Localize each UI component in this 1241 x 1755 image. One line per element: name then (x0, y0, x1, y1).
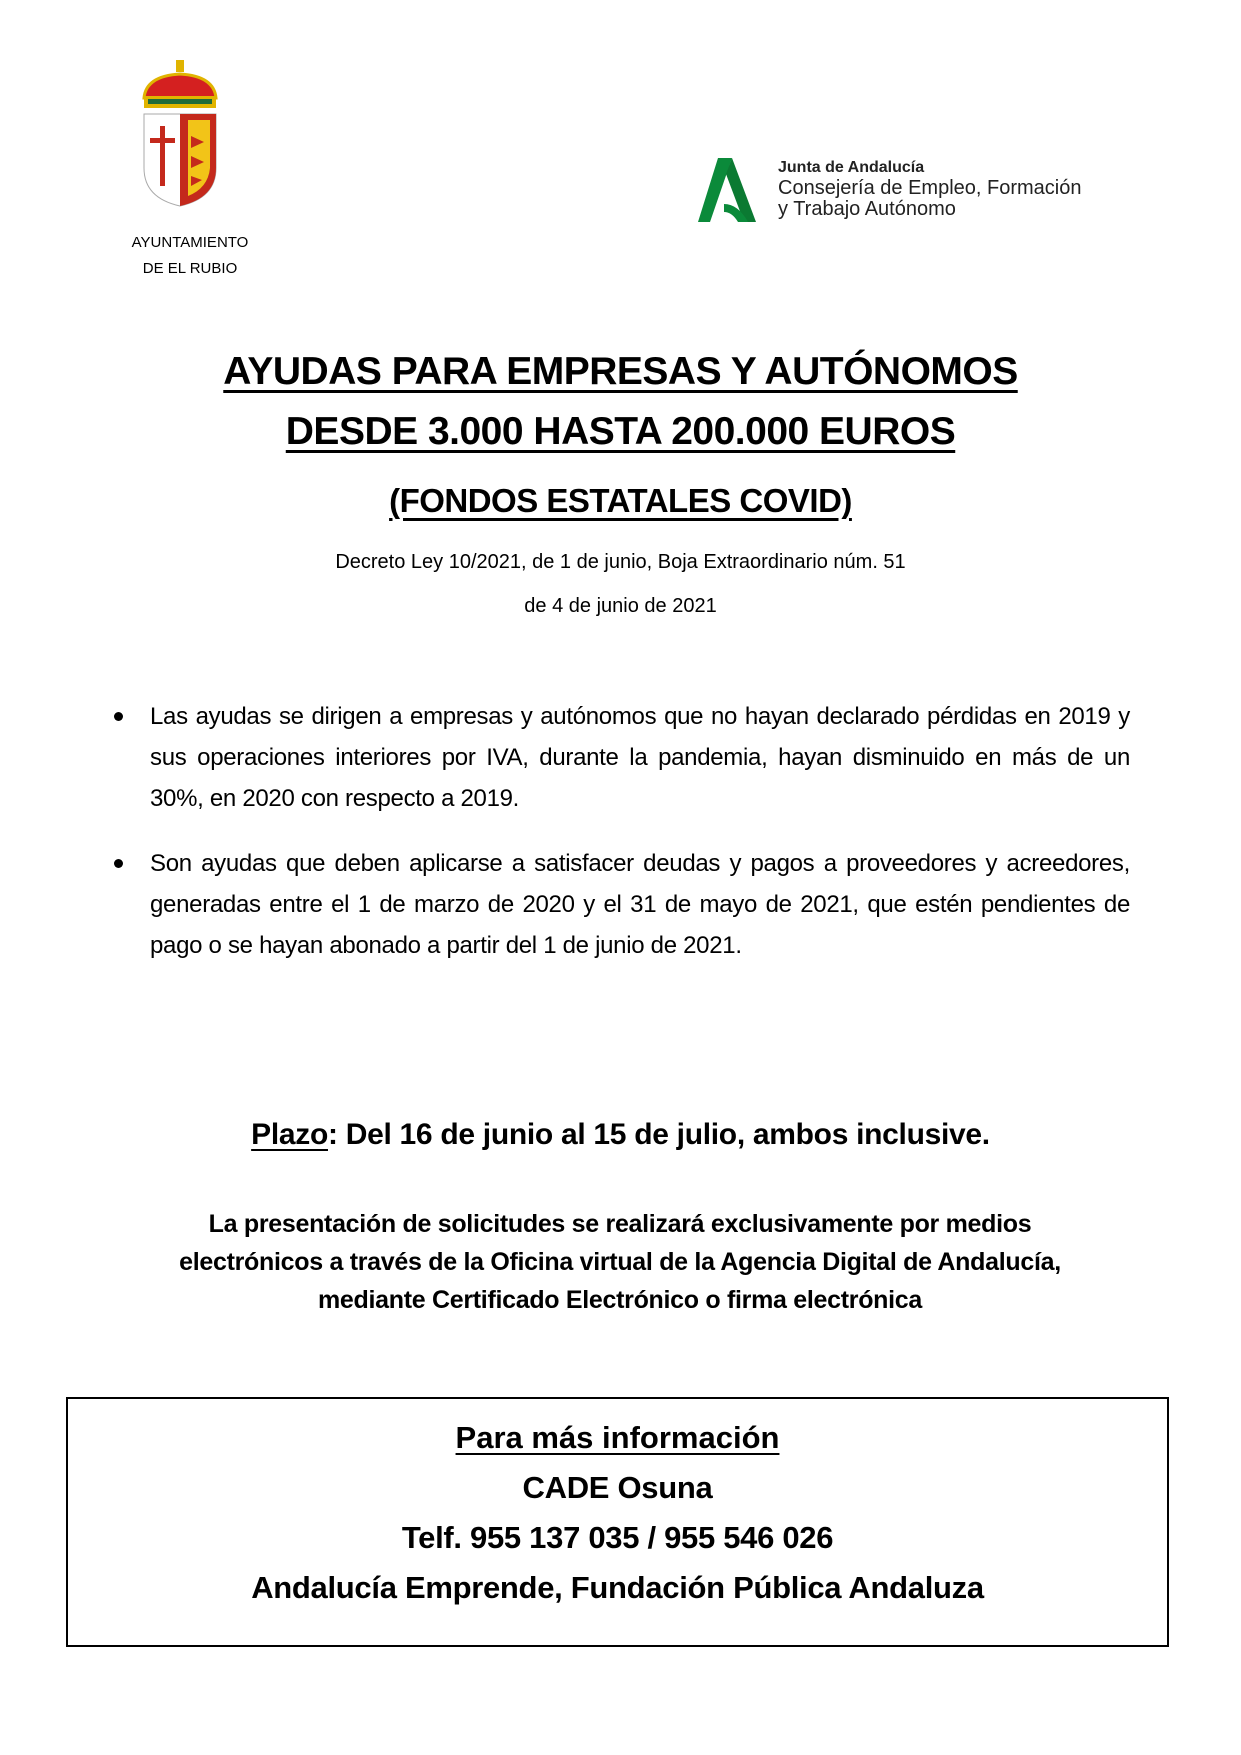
decree-line1: Decreto Ley 10/2021, de 1 de junio, Boja Extraordinario núm. 51 (335, 551, 906, 573)
bullet-list (106, 696, 1130, 990)
bullet-icon (114, 712, 123, 721)
info-box (66, 1397, 1169, 1647)
municipality-name-line1: AYUNTAMIENTO (131, 234, 249, 251)
list-item: Las ayudas se dirigen a empresas y autónomos que no hayan declarado pérdidas en 2019 y sus operaciones interiores por IVA, durante la pandemia, hayan disminuido en más de un 30%, en 2020 con respecto a 2019. (106, 696, 1130, 819)
deadline (0, 1118, 1241, 1152)
junta-andalucia-logo-icon (698, 158, 756, 222)
info-heading: Para más información (455, 1420, 780, 1455)
junta-andalucia-text (778, 157, 1081, 220)
list-item: Son ayudas que deben aplicarse a satisfacer deudas y pagos a proveedores y acreedores, generadas entre el 1 de marzo de 2020 y el 31 de mayo de 2021, que estén pendientes de pago o se hayan abonado a partir del 1 de junio de 2021. (106, 843, 1130, 966)
title-subtitle: (FONDOS ESTATALES COVID) (389, 482, 852, 519)
consejeria-line2: y Trabajo Autónomo (778, 198, 956, 220)
submission-notice: La presentación de solicitudes se realizará exclusivamente por medios electrónicos a través de la Oficina virtual de la Agencia Digital de Andalucía, mediante Certificado Electrónico o firma electrónica (179, 1210, 1061, 1314)
municipality-name-line2: DE EL RUBIO (142, 260, 238, 277)
junta-name: Junta de Andalucía (778, 159, 925, 176)
title-line2: DESDE 3.000 HASTA 200.000 EUROS (285, 410, 956, 453)
bullet-icon (114, 859, 123, 868)
deadline-label: Plazo (251, 1118, 328, 1151)
deadline-text: : Del 16 de junio al 15 de julio, ambos inclusive. (327, 1118, 990, 1151)
title-line1: AYUDAS PARA EMPRESAS Y AUTÓNOMOS (223, 350, 1018, 393)
decree-reference (0, 540, 1241, 628)
decree-line2: de 4 de junio de 2021 (524, 595, 717, 617)
municipality-name (100, 230, 280, 282)
consejeria-line1: Consejería de Empleo, Formación (778, 177, 1082, 199)
info-organization: Andalucía Emprende, Fundación Pública Andaluza (251, 1570, 984, 1605)
info-office: CADE Osuna (522, 1470, 713, 1505)
coat-of-arms-icon (136, 58, 224, 208)
info-phone: Telf. 955 137 035 / 955 546 026 (401, 1520, 834, 1555)
